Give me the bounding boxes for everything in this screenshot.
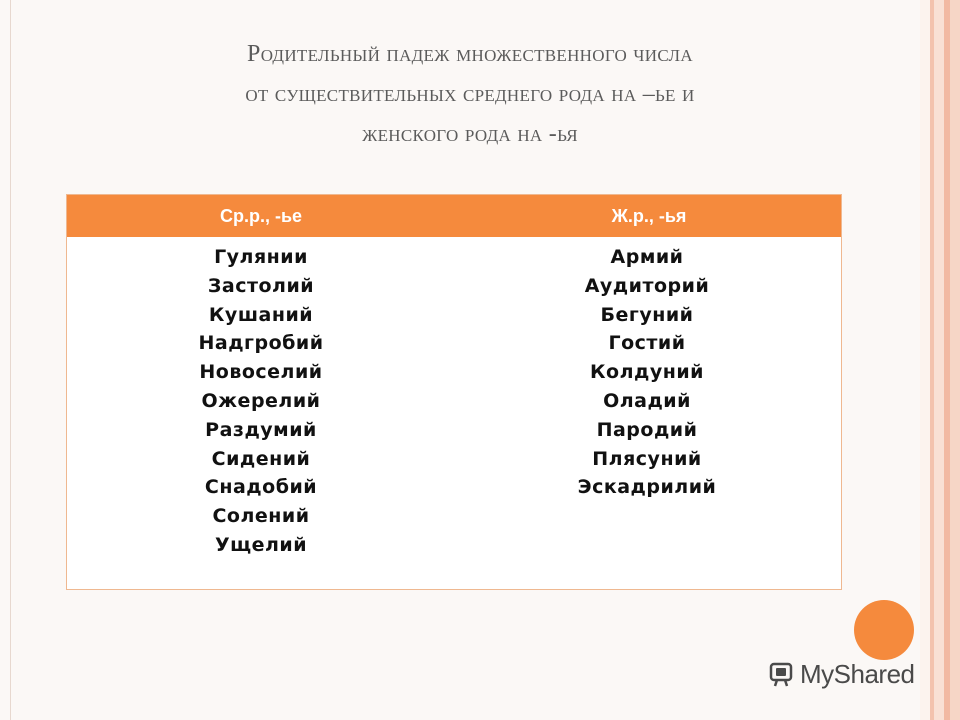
title-line-1: Родительный падеж множественного числа — [247, 41, 693, 67]
table-cell: Новоселий — [199, 361, 323, 384]
header-feminine: Ж.р., -ья — [611, 206, 687, 226]
table-cell: Солений — [212, 505, 310, 528]
table-cell: Аудиторий — [584, 274, 710, 297]
table-cell: Ожерелий — [201, 389, 321, 412]
table-cell: Армий — [610, 246, 684, 268]
table-cell: Плясуний — [592, 447, 702, 470]
title-line-3: женского рода на -ья — [362, 121, 578, 147]
table-cell: Раздумий — [205, 418, 317, 441]
myshared-watermark — [768, 656, 915, 692]
slide-left-border — [10, 0, 11, 720]
table-cell: Кушаний — [208, 303, 314, 326]
table-cell: Гостий — [608, 332, 686, 355]
table-cell: Гулянии — [214, 246, 308, 268]
accent-circle — [854, 600, 914, 660]
decor-stripe — [950, 0, 960, 720]
table-cell: Колдуний — [590, 361, 704, 384]
title-line-2: от существительных среднего рода на –ье и — [245, 81, 695, 107]
table-cell: Оладий — [603, 389, 691, 412]
table-cell: Пародий — [596, 418, 698, 441]
table-cell: Ущелий — [214, 533, 308, 556]
table-cell: Эскадрилий — [577, 476, 717, 499]
header-neuter: Ср.р., -ье — [219, 206, 303, 226]
watermark-text: MyShared — [800, 658, 915, 689]
table-header-row — [67, 195, 841, 237]
neuter-column — [131, 243, 391, 560]
feminine-column — [517, 243, 777, 502]
myshared-logo-icon — [768, 660, 796, 688]
slide-title — [70, 34, 870, 154]
table-cell: Бегуний — [600, 303, 694, 326]
table-cell: Надгробий — [198, 332, 324, 355]
declension-table — [66, 194, 842, 590]
table-cell: Застолий — [207, 274, 315, 297]
table-cell: Сидений — [211, 447, 311, 470]
decor-stripe — [920, 0, 930, 720]
decor-stripe — [934, 0, 944, 720]
table-cell: Снадобий — [204, 476, 318, 499]
